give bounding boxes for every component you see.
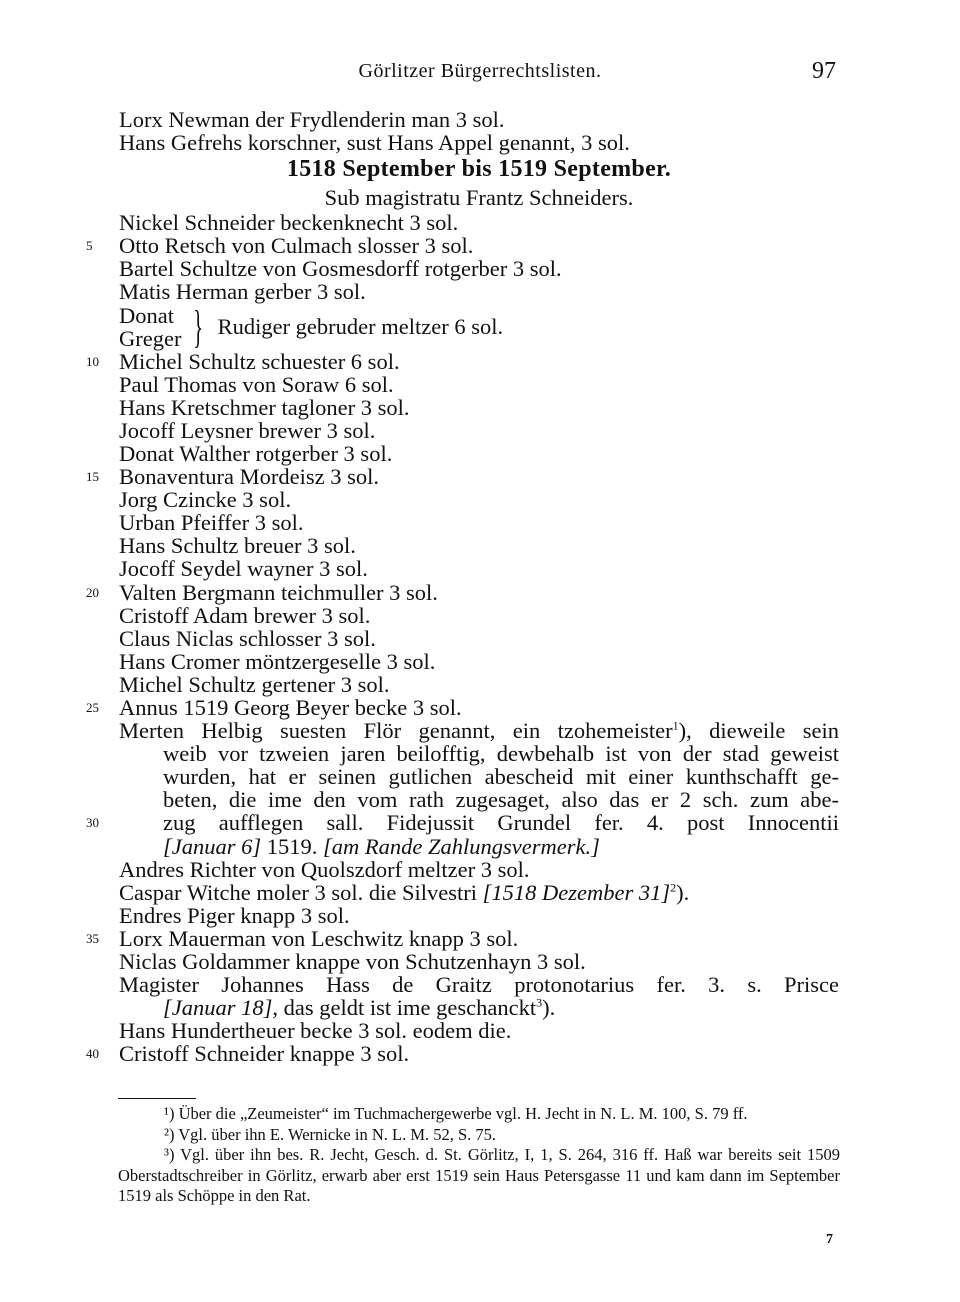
text: Urban Pfeiffer 3 sol. bbox=[119, 510, 304, 536]
list-item bbox=[119, 442, 839, 465]
text: Jorg Czincke 3 sol. bbox=[119, 487, 292, 513]
list-item bbox=[86, 925, 839, 951]
text: Cristoff Adam brewer 3 sol. bbox=[119, 602, 371, 628]
text: ). bbox=[676, 879, 690, 905]
text: Lorx Mauerman von Leschwitz knapp 3 sol. bbox=[119, 925, 519, 951]
list-item bbox=[119, 996, 839, 1019]
text: Hans Kretschmer tagloner 3 sol. bbox=[119, 394, 410, 420]
list-item: Magister Johannes Hass de Graitz protonotarius fer. 3. s. Prisce bbox=[119, 972, 839, 998]
line-number: 40 bbox=[86, 1046, 99, 1062]
text-line: Lorx Newman der Frydlenderin man 3 sol. bbox=[119, 107, 505, 132]
list-item bbox=[119, 650, 839, 673]
list-item bbox=[86, 348, 839, 374]
text: Merten Helbig suesten Flör genannt, ein tzohemeister bbox=[119, 718, 673, 744]
helbig-line: wurden, hat er seinen gutlichen abescheid mit einer kunthschafft ge- bbox=[163, 764, 839, 790]
text: Bartel Schultze von Gosmesdorff rotgerber 3 sol. bbox=[119, 256, 562, 282]
text: Michel Schultz gertener 3 sol. bbox=[119, 671, 390, 697]
text-line: Hans Gefrehs korschner, sust Hans Appel genannt, 3 sol. bbox=[119, 130, 630, 156]
text: ). bbox=[542, 995, 556, 1021]
list-item bbox=[119, 881, 839, 904]
printer-signature: 7 bbox=[826, 1232, 833, 1247]
list-item bbox=[86, 694, 839, 720]
list-item bbox=[119, 419, 839, 442]
text: Hans Cromer möntzergeselle 3 sol. bbox=[119, 648, 436, 674]
list-item bbox=[86, 1041, 839, 1067]
list-item bbox=[119, 396, 839, 419]
list-item bbox=[119, 557, 839, 580]
text: Otto Retsch von Culmach slosser 3 sol. bbox=[119, 233, 474, 259]
list-item bbox=[86, 464, 839, 490]
list-item bbox=[119, 673, 839, 696]
footnote-ref: 2 bbox=[670, 880, 677, 895]
helbig-line bbox=[119, 835, 839, 858]
helbig-line bbox=[119, 719, 839, 742]
body-text bbox=[86, 107, 839, 1067]
editorial-note: [am Rande Zahlungsvermerk.] bbox=[323, 833, 600, 859]
text: zug aufflegen sall. Fidejussit Grundel fer. 4. post Innocentii bbox=[163, 810, 839, 836]
list-item bbox=[119, 211, 839, 234]
line-number: 30 bbox=[86, 815, 99, 831]
text: Annus 1519 Georg Beyer becke 3 sol. bbox=[119, 694, 462, 720]
editorial-date: [Januar 6] bbox=[163, 833, 262, 859]
text: Nickel Schneider beckenknecht 3 sol. bbox=[119, 210, 459, 236]
line-number: 20 bbox=[86, 584, 99, 600]
helbig-line: beten, die ime den vom rath zugesaget, also das er 2 sch. zum abe- bbox=[163, 787, 839, 813]
list-item bbox=[119, 280, 839, 303]
helbig-line bbox=[86, 810, 839, 836]
list-item bbox=[119, 534, 839, 557]
text: Valten Bergmann teichmuller 3 sol. bbox=[119, 579, 438, 605]
line-number: 15 bbox=[86, 469, 99, 485]
footnote: ¹) Über die „Zeumeister“ im Tuchmachergewerbe vgl. H. Jecht in N. L. M. 100, S. 79 ff. bbox=[164, 1104, 748, 1123]
text: Claus Niclas schlosser 3 sol. bbox=[119, 625, 376, 651]
text: Hans Schultz breuer 3 sol. bbox=[119, 533, 356, 559]
line-number: 10 bbox=[86, 353, 99, 369]
brace-text: Rudiger gebruder meltzer 6 sol. bbox=[217, 314, 504, 340]
list-item: Niclas Goldammer knappe von Schutzenhayn 3 sol. bbox=[119, 949, 586, 974]
text: Jocoff Seydel wayner 3 sol. bbox=[119, 556, 368, 582]
brace-name: Donat bbox=[119, 302, 174, 328]
text: Paul Thomas von Soraw 6 sol. bbox=[119, 371, 394, 397]
text: Cristoff Schneider knappe 3 sol. bbox=[119, 1041, 410, 1067]
text: ), dieweile sein bbox=[678, 718, 839, 744]
running-title: Görlitzer Bürgerrechtslisten. bbox=[358, 60, 602, 82]
text: 1519. bbox=[261, 833, 324, 859]
editorial-date: [Januar 18] bbox=[163, 995, 273, 1021]
text: Jocoff Leysner brewer 3 sol. bbox=[119, 417, 376, 443]
text: Caspar Witche moler 3 sol. die Silvestri bbox=[119, 879, 483, 905]
footnote-ref: 1 bbox=[672, 718, 679, 733]
list-item: Hans Hundertheuer becke 3 sol. eodem die. bbox=[119, 1018, 512, 1044]
brace-entry bbox=[119, 300, 839, 352]
text: Donat Walther rotgerber 3 sol. bbox=[119, 440, 393, 466]
brace-glyph: } bbox=[193, 300, 204, 352]
list-item: Endres Piger knapp 3 sol. bbox=[119, 902, 350, 928]
footnote: ³) Vgl. über ihn bes. R. Jecht, Gesch. d. St. Görlitz, I, 1, S. 264, 316 ff. Haß war bereits seit 1509 Oberstadtschreiber in Görlitz, erwarb aber erst 1519 sein Haus Petersgasse 11 und kam dann im September 1519 als Schöppe in den Rat. bbox=[118, 1145, 840, 1205]
list-item bbox=[86, 233, 839, 259]
brace-names bbox=[119, 304, 181, 350]
text: Matis Herman gerber 3 sol. bbox=[119, 279, 366, 305]
footnote-divider bbox=[118, 1098, 196, 1099]
section-heading: 1518 September bis 1519 September. bbox=[286, 156, 672, 183]
text: , das geldt ist ime geschanckt bbox=[272, 995, 537, 1021]
footnote-ref: 3 bbox=[536, 995, 543, 1010]
line-number: 35 bbox=[86, 930, 99, 946]
page-number: 97 bbox=[812, 58, 836, 84]
list-item bbox=[119, 257, 839, 280]
editorial-date: [1518 Dezember 31] bbox=[482, 879, 671, 905]
section-subheading: Sub magistratu Frantz Schneiders. bbox=[324, 185, 634, 211]
line-number: 5 bbox=[86, 238, 93, 254]
list-item bbox=[119, 373, 839, 396]
text: Michel Schultz schuester 6 sol. bbox=[119, 348, 400, 374]
footnotes bbox=[118, 1104, 840, 1207]
helbig-line: weib vor tzweien jaren beilofftig, dewbehalb ist von der stad geweist bbox=[163, 741, 839, 767]
list-item bbox=[119, 627, 839, 650]
list-item bbox=[119, 511, 839, 534]
list-item bbox=[119, 604, 839, 627]
footnote: ²) Vgl. über ihn E. Wernicke in N. L. M. 52, S. 75. bbox=[164, 1124, 497, 1144]
text: Bonaventura Mordeisz 3 sol. bbox=[119, 464, 379, 490]
list-item bbox=[119, 488, 839, 511]
list-item: Andres Richter von Quolszdorf meltzer 3 sol. bbox=[119, 856, 530, 882]
list-item bbox=[86, 579, 839, 605]
line-number: 25 bbox=[86, 699, 99, 715]
brace-name: Greger bbox=[119, 325, 182, 351]
